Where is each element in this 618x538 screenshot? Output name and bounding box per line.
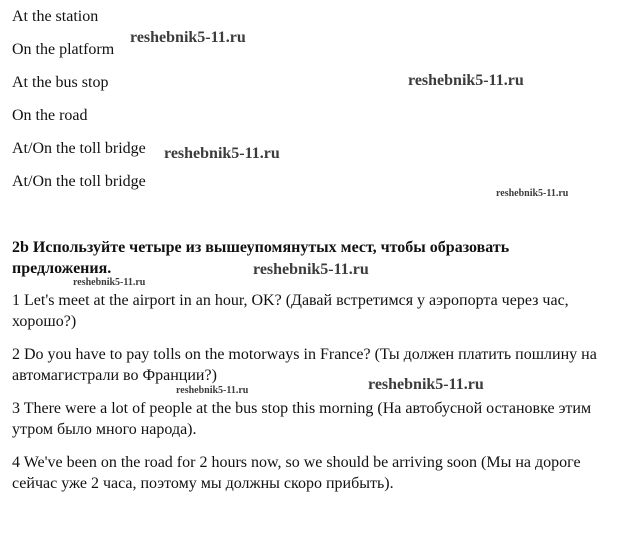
watermark: reshebnik5-11.ru: [73, 277, 146, 288]
sentence-item: 4 We've been on the road for 2 hours now, so we should be arriving soon (Мы на дороге сейчас уже 2 часа, поэтому мы должны скоро прибыть).: [12, 454, 581, 492]
watermark: reshebnik5-11.ru: [130, 29, 246, 46]
watermark: reshebnik5-11.ru: [176, 385, 249, 396]
place-item: At/On the toll bridge: [12, 173, 146, 190]
sentence-item: 3 There were a lot of people at the bus stop this morning (На автобусной остановке этим утром было много народа).: [12, 400, 592, 438]
place-item: At/On the toll bridge: [12, 140, 146, 157]
watermark: reshebnik5-11.ru: [496, 188, 569, 199]
place-item: At the station: [12, 8, 99, 25]
sentence-item: 2 Do you have to pay tolls on the motorways in France? (Ты должен платить пошлину на автомагистрали во Франции?): [12, 346, 597, 384]
sentence-item: 1 Let's meet at the airport in an hour, OK? (Давай встретимся у аэропорта через час, хорошо?): [12, 292, 569, 330]
watermark: reshebnik5-11.ru: [368, 376, 484, 393]
place-item: On the road: [12, 107, 88, 124]
watermark: reshebnik5-11.ru: [164, 145, 280, 162]
task-heading: 2b Используйте четыре из вышеупомянутых мест, чтобы образовать предложения.: [12, 239, 510, 277]
place-item: At the bus stop: [12, 74, 109, 91]
watermark: reshebnik5-11.ru: [253, 261, 369, 278]
place-item: On the platform: [12, 41, 115, 58]
watermark: reshebnik5-11.ru: [408, 72, 524, 89]
